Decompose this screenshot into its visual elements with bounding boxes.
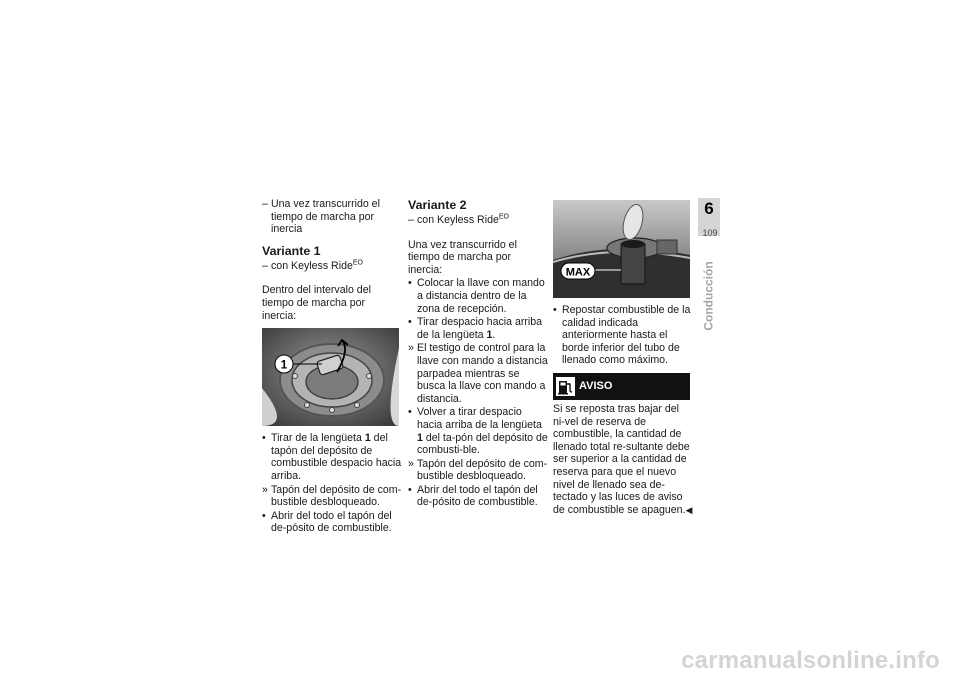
result-item: » Tapón del depósito de com-bustible desbloqueado.	[408, 457, 548, 483]
step-item: • Tirar de la lengüeta 1 del tapón del depósito de combustible despacio hacia arriba.	[262, 432, 402, 482]
heading-variante-1: Variante 1	[262, 243, 321, 258]
photo-label-1: 1	[280, 357, 288, 372]
instruction-text: Dentro del intervalo del tiempo de marcha por inercia:	[262, 284, 371, 322]
fuel-pump-icon	[556, 377, 575, 396]
condition-text: con Keyless Ride	[271, 259, 353, 272]
column-middle	[408, 198, 548, 510]
page-number: 109	[702, 228, 718, 238]
intro-text: Una vez transcurrido el tiempo de marcha por inercia	[271, 198, 380, 236]
filler-neck-photo	[553, 200, 690, 298]
chapter-number: 6	[704, 199, 714, 218]
condition-sup: EO	[352, 259, 363, 267]
step-item: • Abrir del todo el tapón del de-pósito de combustible.	[262, 509, 392, 535]
step-item: • Tirar despacio hacia arriba de la lengüeta 1.	[408, 316, 543, 341]
condition-item: – con Keyless Ride$^{EO}$	[262, 259, 363, 272]
condition-item: – con Keyless Ride$^{EO}$	[408, 213, 509, 226]
end-mark: ◀	[685, 504, 693, 515]
watermark: carmanualsonline.info	[681, 647, 940, 675]
notice-label: AVISO	[579, 379, 613, 392]
instruction-text: Una vez transcurrido el tiempo de marcha por inercia:	[408, 238, 517, 276]
section-label: Conducción	[701, 261, 716, 331]
step-item: • Colocar la llave con mando a distancia dentro de la zona de recepción.	[408, 277, 545, 315]
fuel-cap-photo	[262, 328, 399, 426]
heading-variante-2: Variante 2	[408, 198, 467, 212]
section-side-label	[691, 246, 727, 346]
step-item: • Abrir del todo el tapón del de-pósito de combustible.	[408, 483, 538, 509]
photo-label-max: MAX	[565, 266, 591, 279]
step-item: • Repostar combustible de la calidad indicada anteriormente hasta el borde inferior del tubo de llenado como máximo.	[553, 304, 691, 367]
condition-sup: EO	[498, 213, 509, 221]
notice-text: Si se reposta tras bajar del ni-vel de reserva de combustible, la cantidad de llenado total re-sultante debe ser superior a la cantidad de reserva para que el nuevo nivel de llenado sea de-tectado y las luces de aviso de combustible se apaguen.◀	[553, 402, 693, 516]
condition-text: con Keyless Ride	[417, 214, 499, 226]
intro-dash-item: – Una vez transcurrido el tiempo de marcha por inercia	[262, 198, 402, 236]
result-item: » El testigo de control para la llave con mando a distancia parpadea mientras se busca la llave con mando a distancia.	[408, 342, 548, 405]
step-item: • Volver a tirar despacio hacia arriba de la lengüeta 1 del ta-pón del depósito de combusti-ble.	[408, 406, 548, 457]
notice-banner	[553, 373, 690, 400]
column-left	[262, 198, 402, 536]
column-right	[553, 198, 693, 517]
result-item: » Tapón del depósito de com-bustible desbloqueado.	[262, 483, 402, 509]
